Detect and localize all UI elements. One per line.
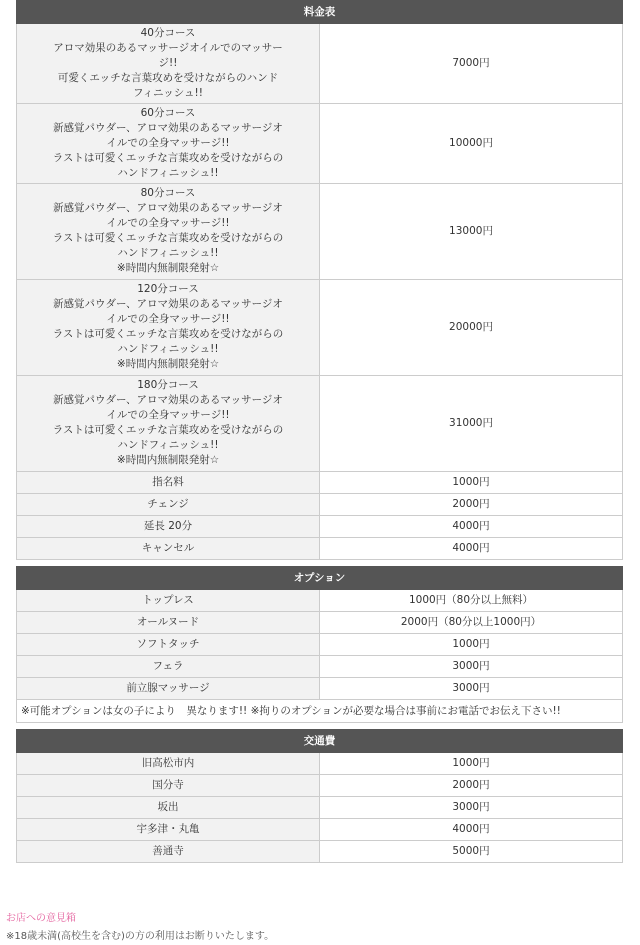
option-label: フェラ — [17, 656, 320, 678]
option-label: トップレス — [17, 590, 320, 612]
course-row — [17, 104, 623, 184]
option-row — [17, 590, 623, 612]
extra-price: 4000円 — [320, 538, 623, 560]
transport-table-title: 交通費 — [17, 730, 623, 753]
option-price: 3000円 — [320, 656, 623, 678]
course-line: 新感覚パウダー、アロマ効果のあるマッサージオ — [53, 121, 283, 134]
option-label: オールヌード — [17, 612, 320, 634]
course-row — [17, 184, 623, 280]
option-price: 1000円 — [320, 634, 623, 656]
options-table-title: オプション — [17, 567, 623, 590]
transport-price: 3000円 — [320, 797, 623, 819]
extra-label: 指名料 — [17, 472, 320, 494]
option-row — [17, 612, 623, 634]
transport-price: 4000円 — [320, 819, 623, 841]
extra-price: 1000円 — [320, 472, 623, 494]
transport-row — [17, 841, 623, 863]
course-price: 13000円 — [320, 184, 623, 280]
option-price: 2000円（80分以上1000円） — [320, 612, 623, 634]
course-line: 可愛くエッチな言葉攻めを受けながらのハンド — [57, 71, 279, 84]
course-line: ラストは可愛くエッチな言葉攻めを受けながらの — [52, 151, 284, 164]
course-description — [17, 24, 320, 104]
extra-label: 延長 20分 — [17, 516, 320, 538]
course-line: 40分コース — [140, 26, 196, 39]
transport-table — [16, 729, 623, 863]
transport-row — [17, 775, 623, 797]
course-line: 新感覚パウダー、アロマ効果のあるマッサージオ — [53, 394, 283, 406]
extra-label: キャンセル — [17, 538, 320, 560]
transport-area: 宇多津・丸亀 — [17, 819, 320, 841]
options-table — [16, 566, 623, 723]
course-description — [17, 104, 320, 184]
course-line: 新感覚パウダー、アロマ効果のあるマッサージオ — [53, 202, 283, 214]
course-line: 120分コース — [137, 283, 199, 295]
price-table-title: 料金表 — [17, 1, 623, 24]
course-row — [17, 280, 623, 376]
content — [16, 0, 623, 863]
course-line: 180分コース — [137, 379, 199, 391]
course-line: イルでの全身マッサージ!! — [106, 409, 230, 421]
course-price: 7000円 — [320, 24, 623, 104]
transport-area: 旧高松市内 — [17, 753, 320, 775]
course-line: 新感覚パウダー、アロマ効果のあるマッサージオ — [53, 298, 283, 310]
price-table — [16, 0, 623, 560]
option-row — [17, 656, 623, 678]
feedback-box-link[interactable]: お店への意見箱 — [6, 913, 76, 924]
course-description — [17, 376, 320, 472]
extra-row — [17, 494, 623, 516]
transport-area: 善通寺 — [17, 841, 320, 863]
transport-price: 2000円 — [320, 775, 623, 797]
course-line: イルでの全身マッサージ!! — [106, 136, 230, 149]
course-price: 10000円 — [320, 104, 623, 184]
extra-label: チェンジ — [17, 494, 320, 516]
option-price: 3000円 — [320, 678, 623, 700]
course-line: ハンドフィニッシュ!! — [117, 247, 219, 259]
course-line: イルでの全身マッサージ!! — [106, 313, 230, 325]
transport-row — [17, 753, 623, 775]
extra-row — [17, 538, 623, 560]
course-line: ラストは可愛くエッチな言葉攻めを受けながらの — [52, 328, 284, 340]
course-price: 20000円 — [320, 280, 623, 376]
course-line: 80分コース — [140, 187, 196, 199]
options-note: ※可能オプションは女の子により 異なります!! ※拘りのオプションが必要な場合は事前にお電話でお伝え下さい!! — [17, 700, 623, 723]
transport-price: 5000円 — [320, 841, 623, 863]
course-row — [17, 376, 623, 472]
course-row — [17, 24, 623, 104]
course-line: ハンドフィニッシュ!! — [117, 343, 219, 355]
course-line: イルでの全身マッサージ!! — [106, 217, 230, 229]
extra-row — [17, 516, 623, 538]
transport-area: 国分寺 — [17, 775, 320, 797]
option-label: 前立腺マッサージ — [17, 678, 320, 700]
course-line: アロマ効果のあるマッサージオイルでのマッサー — [53, 41, 283, 54]
course-line: 60分コース — [140, 106, 196, 119]
course-price: 31000円 — [320, 376, 623, 472]
course-description — [17, 184, 320, 280]
transport-area: 坂出 — [17, 797, 320, 819]
transport-row — [17, 797, 623, 819]
option-row — [17, 678, 623, 700]
course-line: ハンドフィニッシュ!! — [117, 439, 219, 451]
course-line: ラストは可愛くエッチな言葉攻めを受けながらの — [52, 424, 284, 436]
course-description — [17, 280, 320, 376]
option-price: 1000円（80分以上無料） — [320, 590, 623, 612]
transport-price: 1000円 — [320, 753, 623, 775]
course-line: ハンドフィニッシュ!! — [117, 166, 219, 179]
transport-row — [17, 819, 623, 841]
course-line: ラストは可愛くエッチな言葉攻めを受けながらの — [52, 232, 284, 244]
course-line: ※時間内無制限発射☆ — [116, 358, 220, 370]
course-line: フィニッシュ!! — [133, 86, 203, 99]
option-label: ソフトタッチ — [17, 634, 320, 656]
course-line: ※時間内無制限発射☆ — [116, 262, 220, 274]
option-row — [17, 634, 623, 656]
age-restriction-note: ※18歳未満(高校生を含む)の方の利用はお断りいたします。 — [6, 931, 275, 942]
extra-price: 4000円 — [320, 516, 623, 538]
course-line: ジ!! — [158, 56, 178, 69]
extra-price: 2000円 — [320, 494, 623, 516]
extra-row — [17, 472, 623, 494]
course-line: ※時間内無制限発射☆ — [116, 454, 220, 466]
